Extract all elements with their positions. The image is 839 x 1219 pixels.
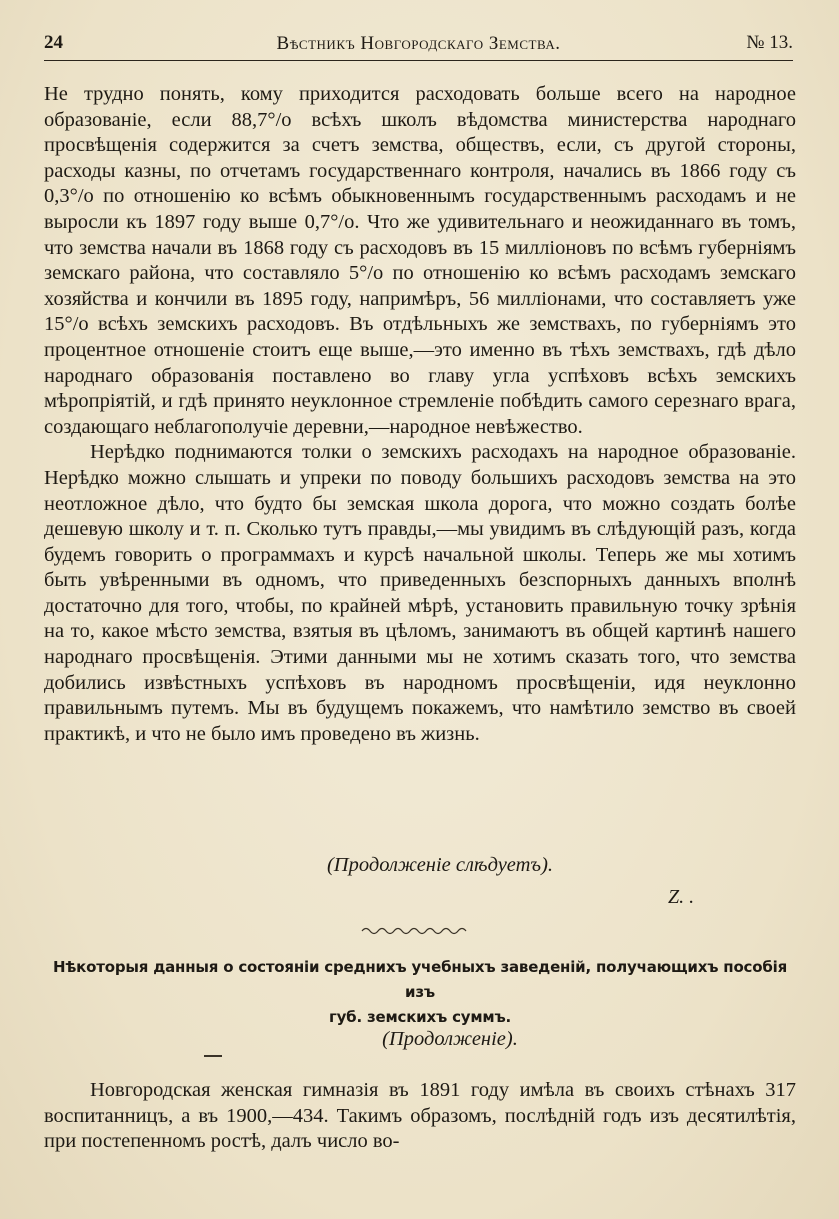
paragraph-3: Новгородская женская гимназія въ 1891 году имѣла въ своихъ стѣнахъ 317 воспитанницъ, а въ 1900,—434. Такимъ образомъ, послѣдній годъ изъ десятилѣтія, при постепенномъ ростѣ, далъ число во- [44, 1079, 796, 1153]
running-header [44, 30, 793, 61]
author-signature: Z. . [668, 886, 695, 908]
paragraph-1: Не трудно понять, кому приходится расходовать больше всего на народное образованіе, если 88,7°/o всѣхъ школъ вѣдомства министерства народнаго просвѣщенія содержится за счетъ земства, обществъ, если, съ другой стороны, расходы казны, по отчетамъ государственнаго контроля, начались въ 1866 году съ 0,3°/o по отношенію ко всѣмъ обыкновеннымъ государственнымъ расходамъ и не выросли къ 1897 году выше 0,7°/o. Что же удивительнаго и неожиданнаго въ томъ, что земства начали въ 1868 году съ расходовъ въ 15 милліоновъ по всѣмъ губерніямъ земскаго района, что составляло 5°/o по отношенію ко всѣмъ расходамъ земскаго хозяйства и кончили въ 1895 году, напримѣръ, 56 милліонами, что составляетъ уже 15°/o всѣхъ земскихъ расходовъ. Въ отдѣльныхъ же земствахъ, по губерніямъ это процентное отношеніе стоитъ еще выше,—это именно въ тѣхъ земствахъ, гдѣ дѣло народнаго образованія поставлено во главу угла успѣховъ всѣхъ земскихъ мѣропріятій, и гдѣ принято неуклонное стремленіе побѣдить самого серезнаго врага, создающаго неблагополучіе деревни,—народное невѣжество. [44, 83, 796, 438]
section-body [44, 1078, 796, 1155]
continuation-note: (Продолженіе слѣдуетъ). [326, 854, 554, 876]
issue-number: № 13. [746, 32, 793, 53]
heading-line-2: губ. земскихъ суммъ. [328, 1008, 512, 1026]
heading-line-1: Нѣкоторыя данныя о состояніи среднихъ учебныхъ заведеній, получающихъ пособія изъ [52, 958, 787, 1001]
section-heading [44, 955, 796, 1030]
section-subheading: (Продолженіе). [382, 1028, 518, 1050]
article-body [44, 82, 796, 747]
journal-title: Вѣстникъ Новгородскаго Земства. [276, 33, 561, 54]
print-mark [204, 1055, 222, 1057]
section-divider [360, 924, 470, 938]
page-number: 24 [44, 32, 63, 53]
paragraph-2: Нерѣдко поднимаются толки о земскихъ расходахъ на народное образованіе. Нерѣдко можно слышать и упреки по поводу большихъ расходовъ земства на это неотложное дѣло, что будто бы земская школа дорога, что можно создать болѣе дешевую школу и т. п. Сколько тутъ правды,—мы увидимъ въ слѣдующій разъ, когда будемъ говорить о программахъ и курсѣ начальной школы. Теперь же мы хотимъ быть увѣренными въ одномъ, что приведенныхъ безспорныхъ данныхъ вполнѣ достаточно для того, чтобы, по крайней мѣрѣ, установить правильную точку зрѣнія на то, какое мѣсто земства, взятыя въ цѣломъ, занимаютъ въ общей картинѣ нашего народнаго просвѣщенія. Этими данными мы не хотимъ сказать того, что земства добились извѣстныхъ успѣховъ въ народномъ просвѣщеніи, идя неуклонно правильнымъ путемъ. Мы въ будущемъ покажемъ, что намѣтило земство въ своей практикѣ, и что не было имъ проведено въ жизнь. [44, 441, 796, 745]
